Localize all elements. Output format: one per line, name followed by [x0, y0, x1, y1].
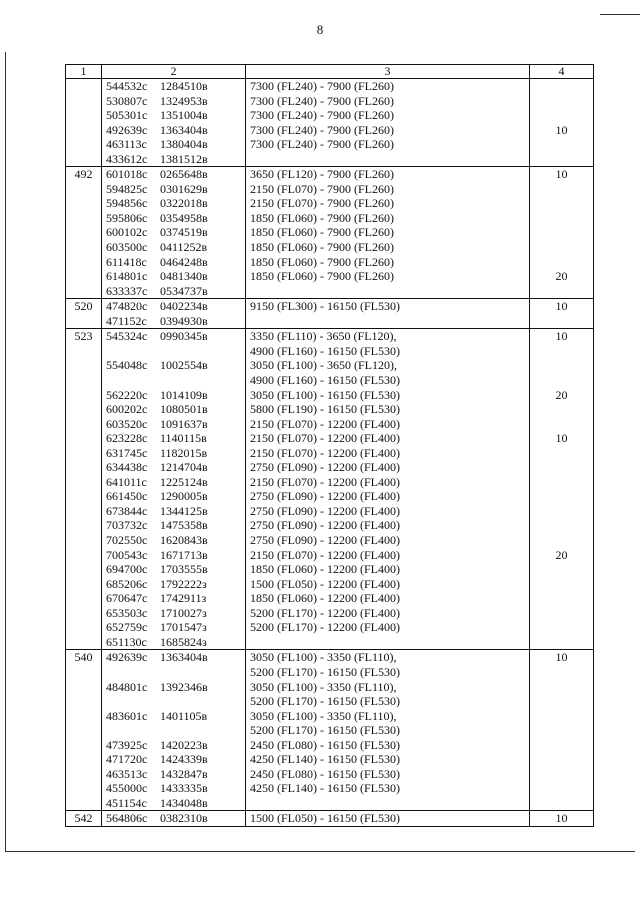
- altitude-range: 2750 (FL090) - 12200 (FL400): [250, 503, 400, 518]
- coordinate-pair: [106, 269, 241, 284]
- coordinates-cell: [102, 167, 246, 299]
- category-cell: [530, 329, 594, 650]
- coordinates-table: [65, 64, 594, 827]
- altitude-range: 1850 (FL060) - 12200 (FL400): [250, 591, 400, 606]
- latitude-value: 653503с: [106, 605, 148, 620]
- category-value: 10: [555, 299, 568, 314]
- coordinate-pair: [106, 518, 241, 533]
- latitude-value: 670647с: [106, 591, 148, 606]
- altitude-range: 1500 (FL050) - 16150 (FL530): [250, 811, 400, 826]
- latitude-value: 595806с: [106, 210, 148, 225]
- altitude-range: 2150 (FL070) - 12200 (FL400): [250, 547, 400, 562]
- category-cell: [530, 811, 594, 827]
- longitude-value: 1363404в: [160, 122, 208, 137]
- altitude-cell: [246, 167, 530, 299]
- altitude-cell: [246, 329, 530, 650]
- longitude-value: 1002554в: [160, 358, 208, 373]
- latitude-value: 673844с: [106, 503, 148, 518]
- coordinate-pair: [106, 79, 241, 94]
- coordinate-pair: [106, 182, 241, 197]
- category-value: 10: [555, 431, 568, 446]
- latitude-value: 685206с: [106, 576, 148, 591]
- latitude-value: 471720с: [106, 752, 148, 767]
- coordinate-pair: [106, 402, 241, 417]
- table-group-row: [66, 811, 594, 827]
- altitude-range: 2150 (FL070) - 12200 (FL400): [250, 445, 400, 460]
- altitude-range: 3650 (FL120) - 7900 (FL260): [250, 167, 394, 182]
- altitude-range: 3050 (FL100) - 3350 (FL110),: [250, 708, 397, 723]
- altitude-range: 5200 (FL170) - 16150 (FL530): [250, 664, 400, 679]
- latitude-value: 601018с: [106, 167, 148, 182]
- coordinate-pair: [106, 196, 241, 211]
- scan-edge-line-top: [600, 14, 640, 15]
- longitude-value: 0374519в: [160, 225, 208, 240]
- table-group-row: [66, 167, 594, 299]
- longitude-value: 1703555в: [160, 562, 208, 577]
- altitude-cell: [246, 650, 530, 811]
- altitude-range: 2150 (FL070) - 7900 (FL260): [250, 196, 394, 211]
- latitude-value: 544532с: [106, 79, 148, 93]
- latitude-value: 603520с: [106, 416, 148, 431]
- altitude-range: 2450 (FL080) - 16150 (FL530): [250, 766, 400, 781]
- group-number-cell: 520: [66, 299, 102, 329]
- latitude-value: 433612с: [106, 151, 148, 166]
- coordinate-pair: [106, 709, 241, 724]
- coordinate-pair: [106, 752, 241, 767]
- latitude-value: 661450с: [106, 489, 148, 504]
- category-value: 10: [555, 650, 568, 665]
- longitude-value: 0402234в: [160, 299, 208, 314]
- latitude-value: 463513с: [106, 766, 148, 781]
- altitude-range: 2150 (FL070) - 12200 (FL400): [250, 431, 400, 446]
- longitude-value: 1014109в: [160, 387, 208, 402]
- coordinate-pair: [106, 665, 241, 680]
- longitude-value: 1214704в: [160, 460, 208, 475]
- latitude-value: 611418с: [106, 254, 147, 269]
- coordinate-pair: [106, 329, 241, 344]
- coordinate-pair: [106, 373, 241, 388]
- altitude-range: [250, 152, 525, 167]
- latitude-value: 562220с: [106, 387, 148, 402]
- longitude-value: 1475358в: [160, 518, 208, 533]
- latitude-value: 700543с: [106, 547, 148, 562]
- coordinate-pair: [106, 738, 241, 753]
- table-group-row: [66, 299, 594, 329]
- longitude-value: 0265648в: [160, 167, 208, 182]
- table-group-row: [66, 650, 594, 811]
- coordinate-pair: [106, 694, 241, 709]
- longitude-value: 1433335в: [160, 781, 208, 796]
- latitude-value: 703732с: [106, 518, 148, 533]
- latitude-value: 483601с: [106, 708, 148, 723]
- longitude-value: 0534737в: [160, 283, 208, 298]
- longitude-value: 1710027з: [160, 605, 207, 620]
- altitude-range: 9150 (FL300) - 16150 (FL530): [250, 299, 400, 314]
- altitude-range: 1500 (FL050) - 12200 (FL400): [250, 576, 400, 591]
- coordinate-pair: [106, 781, 241, 796]
- coordinate-pair: [106, 240, 241, 255]
- latitude-value: 652759с: [106, 620, 148, 635]
- category-value: 10: [555, 811, 568, 826]
- longitude-value: 0394930в: [160, 313, 208, 328]
- altitude-range: 4250 (FL140) - 16150 (FL530): [250, 781, 400, 796]
- table-group-row: [66, 329, 594, 650]
- latitude-value: 474820с: [106, 299, 148, 314]
- longitude-value: 1344125в: [160, 503, 208, 518]
- category-value: 10: [555, 122, 568, 137]
- altitude-range: 4900 (FL160) - 16150 (FL530): [250, 372, 400, 387]
- latitude-value: 484801с: [106, 679, 148, 694]
- longitude-value: 1225124в: [160, 474, 208, 489]
- altitude-range: 4900 (FL160) - 16150 (FL530): [250, 343, 400, 358]
- longitude-value: 1701547з: [160, 620, 207, 635]
- longitude-value: 1420223в: [160, 737, 208, 752]
- altitude-cell: [246, 79, 530, 167]
- group-number-cell: 523: [66, 329, 102, 650]
- altitude-range: 2750 (FL090) - 12200 (FL400): [250, 532, 400, 547]
- coordinate-pair: [106, 255, 241, 270]
- altitude-range: 5200 (FL170) - 12200 (FL400): [250, 605, 400, 620]
- longitude-value: 1381512в: [160, 151, 208, 166]
- altitude-cell: [246, 811, 530, 827]
- coordinate-pair: [106, 137, 241, 152]
- coordinate-pair: [106, 225, 241, 240]
- longitude-value: 1284510в: [160, 79, 208, 93]
- longitude-value: 0382310в: [160, 811, 208, 826]
- longitude-value: 1140115в: [160, 431, 207, 446]
- longitude-value: 0322018в: [160, 196, 208, 211]
- altitude-range: 2450 (FL080) - 16150 (FL530): [250, 737, 400, 752]
- coordinate-pair: [106, 796, 241, 811]
- altitude-range: [250, 635, 525, 650]
- longitude-value: 0990345в: [160, 329, 208, 344]
- latitude-value: 594825с: [106, 181, 148, 196]
- longitude-value: 1363404в: [160, 650, 208, 665]
- coordinate-pair: [106, 635, 241, 650]
- coordinate-pair: [106, 533, 241, 548]
- longitude-value: 1434048в: [160, 795, 208, 810]
- category-cell: [530, 299, 594, 329]
- coordinate-pair: [106, 211, 241, 226]
- longitude-value: 1351004в: [160, 108, 208, 123]
- group-number-cell: 492: [66, 167, 102, 299]
- category-value: 10: [555, 329, 568, 344]
- coordinates-cell: [102, 329, 246, 650]
- longitude-value: 0301629в: [160, 181, 208, 196]
- longitude-value: 1324953в: [160, 93, 208, 108]
- coordinate-pair: [106, 767, 241, 782]
- latitude-value: 623228с: [106, 431, 148, 446]
- altitude-range: [250, 314, 525, 329]
- coordinate-pair: [106, 650, 241, 665]
- coordinate-pair: [106, 460, 241, 475]
- coordinate-pair: [106, 344, 241, 359]
- coordinates-cell: [102, 299, 246, 329]
- altitude-range: [250, 796, 525, 811]
- longitude-value: 1620843в: [160, 532, 208, 547]
- altitude-range: 3050 (FL100) - 3350 (FL110),: [250, 650, 397, 665]
- longitude-value: 1742911з: [160, 591, 207, 606]
- coordinate-pair: [106, 723, 241, 738]
- latitude-value: 505301с: [106, 108, 148, 123]
- category-cell: [530, 167, 594, 299]
- altitude-range: 7300 (FL240) - 7900 (FL260): [250, 93, 394, 108]
- latitude-value: 614801с: [106, 269, 148, 284]
- coordinate-pair: [106, 94, 241, 109]
- latitude-value: 634438с: [106, 460, 148, 475]
- longitude-value: 1080501в: [160, 402, 208, 417]
- category-cell: [530, 650, 594, 811]
- coordinate-pair: [106, 446, 241, 461]
- longitude-value: 0481340в: [160, 269, 208, 284]
- altitude-range: 2750 (FL090) - 12200 (FL400): [250, 518, 400, 533]
- latitude-value: 473925с: [106, 737, 148, 752]
- column-header-2: 2: [102, 65, 246, 79]
- coordinate-pair: [106, 577, 241, 592]
- longitude-value: 1380404в: [160, 137, 208, 152]
- altitude-range: 5200 (FL170) - 16150 (FL530): [250, 723, 400, 738]
- altitude-range: 7300 (FL240) - 7900 (FL260): [250, 108, 394, 123]
- coordinates-cell: [102, 650, 246, 811]
- coordinate-pair: [106, 591, 241, 606]
- latitude-value: 564806с: [106, 811, 148, 826]
- altitude-range: 5200 (FL170) - 16150 (FL530): [250, 694, 400, 709]
- header-row: [66, 65, 594, 79]
- group-number-cell: 542: [66, 811, 102, 827]
- altitude-range: 4250 (FL140) - 16150 (FL530): [250, 752, 400, 767]
- coordinate-pair: [106, 388, 241, 403]
- coordinate-pair: [106, 620, 241, 635]
- latitude-value: 594856с: [106, 196, 148, 211]
- coordinate-pair: [106, 299, 241, 314]
- longitude-value: 1424339в: [160, 752, 208, 767]
- altitude-range: 2750 (FL090) - 12200 (FL400): [250, 460, 400, 475]
- altitude-range: 1850 (FL060) - 7900 (FL260): [250, 269, 394, 284]
- altitude-range: 1850 (FL060) - 7900 (FL260): [250, 210, 394, 225]
- table-group-row: [66, 79, 594, 167]
- coordinate-pair: [106, 548, 241, 563]
- category-value: 10: [555, 167, 568, 182]
- altitude-range: 5200 (FL170) - 12200 (FL400): [250, 620, 400, 635]
- altitude-range: 3050 (FL100) - 3350 (FL110),: [250, 679, 397, 694]
- longitude-value: 1290005в: [160, 489, 208, 504]
- longitude-value: 1685824з: [160, 634, 207, 649]
- longitude-value: 1182015в: [160, 445, 208, 460]
- latitude-value: 633337с: [106, 283, 148, 298]
- table-body: [66, 79, 594, 827]
- altitude-range: 1850 (FL060) - 7900 (FL260): [250, 225, 394, 240]
- latitude-value: 651130с: [106, 634, 147, 649]
- longitude-value: 1392346в: [160, 679, 208, 694]
- coordinate-pair: [106, 314, 241, 329]
- altitude-range: 3050 (FL100) - 3650 (FL120),: [250, 358, 397, 373]
- latitude-value: 600202с: [106, 402, 148, 417]
- altitude-range: 5800 (FL190) - 16150 (FL530): [250, 402, 400, 417]
- altitude-range: 7300 (FL240) - 7900 (FL260): [250, 79, 394, 93]
- coordinate-pair: [106, 108, 241, 123]
- latitude-value: 694700с: [106, 562, 148, 577]
- latitude-value: 471152с: [106, 313, 147, 328]
- coordinate-pair: [106, 358, 241, 373]
- altitude-range: 1850 (FL060) - 7900 (FL260): [250, 254, 394, 269]
- altitude-range: 2750 (FL090) - 12200 (FL400): [250, 489, 400, 504]
- altitude-range: 2150 (FL070) - 7900 (FL260): [250, 181, 394, 196]
- category-value: 20: [555, 387, 568, 402]
- longitude-value: 1401105в: [160, 708, 208, 723]
- column-header-4: 4: [530, 65, 594, 79]
- coordinate-pair: [106, 680, 241, 695]
- longitude-value: 1432847в: [160, 766, 208, 781]
- coordinates-cell: [102, 811, 246, 827]
- latitude-value: 451154с: [106, 795, 147, 810]
- latitude-value: 600102с: [106, 225, 148, 240]
- altitude-range: 2150 (FL070) - 12200 (FL400): [250, 474, 400, 489]
- coordinate-pair: [106, 431, 241, 446]
- coordinate-pair: [106, 417, 241, 432]
- coordinate-pair: [106, 167, 241, 182]
- group-number-cell: 540: [66, 650, 102, 811]
- latitude-value: 530807с: [106, 93, 148, 108]
- latitude-value: 631745с: [106, 445, 148, 460]
- coordinate-pair: [106, 475, 241, 490]
- coordinate-pair: [106, 811, 241, 826]
- altitude-range: 7300 (FL240) - 7900 (FL260): [250, 122, 394, 137]
- longitude-value: 0411252в: [160, 240, 208, 255]
- altitude-range: [250, 284, 525, 299]
- category-value: 20: [555, 547, 568, 562]
- coordinate-pair: [106, 123, 241, 138]
- altitude-range: 7300 (FL240) - 7900 (FL260): [250, 137, 394, 152]
- coordinate-pair: [106, 504, 241, 519]
- scan-edge-line-bottom: [5, 851, 635, 852]
- latitude-value: 492639с: [106, 650, 148, 665]
- coordinate-pair: [106, 606, 241, 621]
- latitude-value: 554048с: [106, 358, 148, 373]
- altitude-cell: [246, 299, 530, 329]
- longitude-value: 1671713в: [160, 547, 208, 562]
- column-header-1: 1: [66, 65, 102, 79]
- altitude-range: 1850 (FL060) - 7900 (FL260): [250, 240, 394, 255]
- altitude-range: 3050 (FL100) - 16150 (FL530): [250, 387, 400, 402]
- coordinate-pair: [106, 562, 241, 577]
- column-header-3: 3: [246, 65, 530, 79]
- coordinate-pair: [106, 152, 241, 167]
- longitude-value: 1091637в: [160, 416, 208, 431]
- latitude-value: 463113с: [106, 137, 147, 152]
- coordinate-pair: [106, 284, 241, 299]
- latitude-value: 455000с: [106, 781, 148, 796]
- longitude-value: 1792222з: [160, 576, 207, 591]
- longitude-value: 0354958в: [160, 210, 208, 225]
- latitude-value: 641011с: [106, 474, 147, 489]
- category-cell: [530, 79, 594, 167]
- altitude-range: 1850 (FL060) - 12200 (FL400): [250, 562, 400, 577]
- latitude-value: 603500с: [106, 240, 148, 255]
- altitude-range: 3350 (FL110) - 3650 (FL120),: [250, 329, 397, 344]
- longitude-value: 0464248в: [160, 254, 208, 269]
- latitude-value: 492639с: [106, 122, 148, 137]
- latitude-value: 545324с: [106, 329, 148, 344]
- page-number: 8: [316, 22, 324, 37]
- coordinate-pair: [106, 489, 241, 504]
- scan-edge-line-left: [5, 52, 6, 852]
- coordinates-cell: [102, 79, 246, 167]
- altitude-range: 2150 (FL070) - 12200 (FL400): [250, 416, 400, 431]
- latitude-value: 702550с: [106, 532, 148, 547]
- group-number-cell: [66, 79, 102, 167]
- category-value: 20: [555, 269, 568, 284]
